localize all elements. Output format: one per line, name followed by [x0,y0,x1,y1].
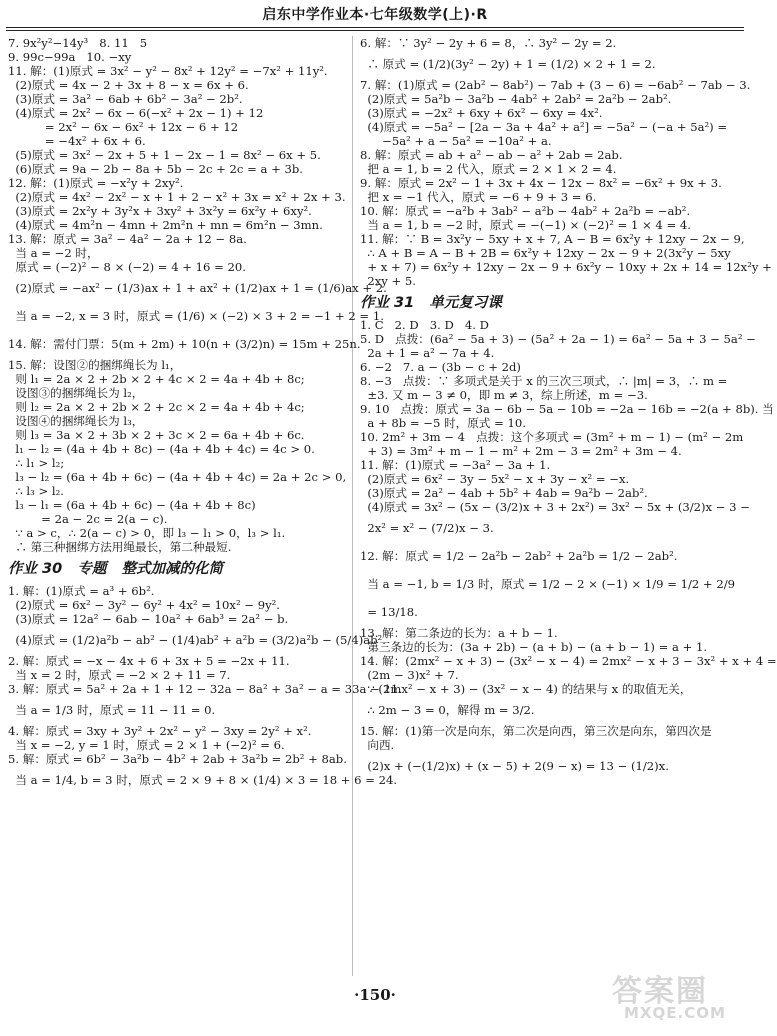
answer-line: 9. 10 点拨：原式 = 3a − 6b − 5a − 10b = −2a − 16b = −2(a + 8b). 当 [360,402,774,416]
answer-line: (3)原式 = 2a² − 4ab + 5b² + 4ab = 9a²b − 2ab². [360,486,648,500]
answer-line: (2)原式 = −ax² − (1/3)ax + 1 + ax² + (1/2)ax + 1 = (1/6)ax + 2. [8,281,387,295]
answer-line: 则 l₃ = 3a × 2 + 3b × 2 + 3c × 2 = 6a + 4b + 6c. [8,428,305,442]
answer-line: 2a + 1 = a² − 7a + 4. [360,346,495,360]
answer-line: (3)原式 = 12a² − 6ab − 10a² + 6ab³ = 2a² − b. [8,612,289,626]
answer-line: = 13/18. [360,605,418,619]
answer-line: 5. D 点拨：(6a² − 5a + 3) − (5a² + 2a − 1) = 6a² − 5a + 3 − 5a² − [360,332,756,346]
answer-line: 15. 解：设图②的捆绑绳长为 l₁， [8,358,182,372]
answer-line: (2)x + (−(1/2)x) + (x − 5) + 2(9 − x) = 13 − (1/2)x. [360,759,669,773]
answer-line: 3. 解：原式 = 5a² + 2a + 1 + 12 − 32a − 8a² + 3a² − a = 33a − 11. [8,682,402,696]
answer-line: ∵ a > c，∴ 2(a − c) > 0，即 l₃ − l₁ > 0，l₃ > l₁. [8,526,286,540]
answer-line: (4)原式 = 2x² − 6x − 6(−x² + 2x − 1) + 12 [8,106,264,120]
answer-line: (4)原式 = 3x² − (5x − (3/2)x + 3 + 2x²) = 3x² − 5x + (3/2)x − 3 − [360,500,750,514]
answer-line: (4)原式 = −5a² − [2a − 3a + 4a² + a²] = −5a² − (−a + 5a²) = [360,120,728,134]
answer-line: 5. 解：原式 = 6b² − 3a²b − 4b² + 2ab + 3a²b = 2b² + 8ab. [8,752,347,766]
answer-line: = −4x² + 6x + 6. [8,134,146,148]
answer-line: + 3) = 3m² + m − 1 − m² + 2m − 3 = 2m² + 3m − 4. [360,444,682,458]
section-heading: 作业 30 专题 整式加减的化简 [8,561,224,577]
answer-line: 当 a = 1/4, b = 3 时，原式 = 2 × 9 + 8 × (1/4) × 3 = 18 + 6 = 24. [8,773,398,787]
answer-line: 10. 解：原式 = −a²b + 3ab² − a²b − 4ab² + 2a²b = −ab². [360,204,691,218]
answer-line: 12. 解：(1)原式 = −x²y + 2xy². [8,176,184,190]
watermark-url-mark: MXQE.COM [624,1004,726,1022]
answer-line: 4. 解：原式 = 3xy + 3y² + 2x² − y² − 3xy = 2y² + x². [8,724,312,738]
answer-line: ∴ A + B = A − B + 2B = 6x²y + 12xy − 2x − 9 + 2(3x²y − 5xy [360,246,731,260]
header-rule-thin [6,30,744,31]
answer-line: 当 a = −1, b = 1/3 时，原式 = 1/2 − 2 × (−1) × 1/9 = 1/2 + 2/9 [360,577,735,591]
answer-line: = 2a − 2c = 2(a − c). [8,512,168,526]
header-rule [6,27,744,28]
answer-line: (2)原式 = 6x² − 3y − 5x² − x + 3y − x² = −x. [360,472,630,486]
answer-line: = 2x² − 6x − 6x² + 12x − 6 + 12 [8,120,239,134]
answer-line: a + 8b = −5 时，原式 = 10. [360,416,526,430]
answer-line: (6)原式 = 9a − 2b − 8a + 5b − 2c + 2c = a + 3b. [8,162,303,176]
answer-line: ∴ 2m − 3 = 0，解得 m = 3/2. [360,703,535,717]
watermark-logo [612,966,740,1026]
answer-line: 13. 解：原式 = 3a² − 4a² − 2a + 12 − 8a. [8,232,247,246]
answer-line: 当 x = −2, y = 1 时，原式 = 2 × 1 + (−2)² = 6. [8,738,285,752]
answer-line: 当 x = 2 时，原式 = −2 × 2 + 11 = 7. [8,668,231,682]
answer-line: 设图③的捆绑绳长为 l₂， [8,386,144,400]
answer-line: 当 a = 1/3 时，原式 = 11 − 11 = 0. [8,703,216,717]
answer-line: + x + 7) = 6x²y + 12xy − 2x − 9 + 6x²y − 10xy + 2x + 14 = 12x²y + [360,260,772,274]
answer-line: 2. 解：原式 = −x − 4x + 6 + 3x + 5 = −2x + 11. [8,654,290,668]
answer-line: ±3. 又 m − 3 ≠ 0，即 m ≠ 3，综上所述，m = −3. [360,388,648,402]
answer-line: ∴ 原式 = (1/2)(3y² − 2y) + 1 = (1/2) × 2 + 1 = 2. [360,57,656,71]
answer-line: 7. 解：(1)原式 = (2ab² − 8ab²) − 7ab + (3 − 6) = −6ab² − 7ab − 3. [360,78,751,92]
answer-line: (3)原式 = 2x²y + 3y²x + 3xy² + 3x²y = 6x²y + 6xy². [8,204,312,218]
answer-line: 11. 解：(1)原式 = 3x² − y² − 8x² + 12y² = −7x² + 11y². [8,64,328,78]
answer-line: 则 l₁ = 2a × 2 + 2b × 2 + 4c × 2 = 4a + 4b + 8c; [8,372,305,386]
answer-line: 14. 解：(2mx² − x + 3) − (3x² − x − 4) = 2mx² − x + 3 − 3x² + x + 4 = [360,654,777,668]
answer-line: (3)原式 = −2x² + 6xy + 6x² − 6xy = 4x². [360,106,603,120]
answer-line: 13. 解：第二条边的长为：a + b − 1. [360,626,558,640]
answer-line: 6. 解：∵ 3y² − 2y + 6 = 8，∴ 3y² − 2y = 2. [360,36,617,50]
answer-line: 原式 = (−2)² − 8 × (−2) = 4 + 16 = 20. [8,260,246,274]
answer-line: 12. 解：原式 = 1/2 − 2a²b − 2ab² + 2a²b = 1/2 − 2ab². [360,549,678,563]
answer-line: 8. −3 点拨：∵ 多项式是关于 x 的三次三项式，∴ |m| = 3，∴ m = [360,374,728,388]
answer-line: (4)原式 = 4m²n − 4mn + 2m²n + mn = 6m²n − 3mn. [8,218,323,232]
answer-line: ∴ l₁ > l₂; [8,456,65,470]
answer-line: 10. 2m² + 3m − 4 点拨：这个多项式 = (3m² + m − 1) − (m² − 2m [360,430,744,444]
answer-line: −5a² + a − 5a² = −10a² + a. [360,134,552,148]
answer-line: (5)原式 = 3x² − 2x + 5 + 1 − 2x − 1 = 8x² − 6x + 5. [8,148,321,162]
answer-line: 把 a = 1, b = 2 代入，原式 = 2 × 1 × 2 = 4. [360,162,617,176]
answer-line: ∵ (2mx² − x + 3) − (3x² − x − 4) 的结果与 x 的取值无关， [360,682,692,696]
answer-line: (2)原式 = 4x − 2 + 3x + 8 − x = 6x + 6. [8,78,249,92]
answer-line: (3)原式 = 3a² − 6ab + 6b² − 3a² − 2b². [8,92,243,106]
answer-line: ∴ 第三种捆绑方法用绳最长，第二种最短. [8,540,232,554]
answer-line: 6. −2 7. a − (3b − c + 2d) [360,360,521,374]
answer-line: l₃ − l₁ = (6a + 4b + 6c) − (4a + 4b + 8c) [8,498,256,512]
answer-line: 1. C 2. D 3. D 4. D [360,318,489,332]
answer-line: (2)原式 = 6x² − 3y² − 6y² + 4x² = 10x² − 9y². [8,598,280,612]
answer-line: 第三条边的长为：(3a + 2b) − (a + b) − (a + b − 1) = a + 1. [360,640,708,654]
answer-line: 1. 解：(1)原式 = a³ + 6b². [8,584,155,598]
column-divider [352,36,353,976]
answer-line: 2xy + 5. [360,274,416,288]
answer-line: (2)原式 = 5a²b − 3a²b − 4ab² + 2ab² = 2a²b − 2ab². [360,92,672,106]
answer-line: 11. 解：(1)原式 = −3a² − 3a + 1. [360,458,551,472]
answer-line: 9. 99c−99a 10. −xy [8,50,132,64]
watermark-logo-mark: 答案圈 [612,974,708,1009]
answer-line: 11. 解：∵ B = 3x²y − 5xy + x + 7, A − B = 6x²y + 12xy − 2x − 9, [360,232,745,246]
answer-line: 9. 解：原式 = 2x² − 1 + 3x + 4x − 12x − 8x² = −6x² + 9x + 3. [360,176,722,190]
page-header-title: 启东中学作业本·七年级数学(上)·R [262,7,488,23]
answer-line: (2)原式 = 4x² − 2x² − x + 1 + 2 − x² + 3x = x² + 2x + 3. [8,190,346,204]
answer-line: 向西. [360,738,395,752]
answer-line: ∴ l₃ > l₂. [8,484,64,498]
answer-line: 设图④的捆绑绳长为 l₃， [8,414,144,428]
answer-line: 则 l₂ = 2a × 2 + 2b × 2 + 2c × 2 = 4a + 4b + 4c; [8,400,305,414]
answer-line: 7. 9x²y²−14y³ 8. 11 5 [8,36,148,50]
answer-line: (2m − 3)x² + 7. [360,668,459,682]
answer-line: l₁ − l₂ = (4a + 4b + 8c) − (4a + 4b + 4c) = 4c > 0. [8,442,315,456]
section-heading: 作业 31 单元复习课 [360,295,502,311]
answer-line: 当 a = −2, x = 3 时，原式 = (1/6) × (−2) × 3 + 2 = −1 + 2 = 1. [8,309,384,323]
answer-line: 15. 解：(1)第一次是向东，第二次是向西，第三次是向东，第四次是 [360,724,712,738]
page-number: ·150· [354,986,396,1004]
answer-line: 当 a = −2 时， [8,246,99,260]
answer-line: 8. 解：原式 = ab + a² − ab − a² + 2ab = 2ab. [360,148,623,162]
answer-line: 把 x = −1 代入，原式 = −6 + 9 + 3 = 6. [360,190,597,204]
answer-line: l₃ − l₂ = (6a + 4b + 6c) − (4a + 4b + 4c) = 2a + 2c > 0, [8,470,347,484]
answer-line: (4)原式 = (1/2)a²b − ab² − (1/4)ab² + a²b = (3/2)a²b − (5/4)ab². [8,633,386,647]
answer-line: 14. 解：需付门票：5(m + 2m) + 10(n + (3/2)n) = 15m + 25n. [8,337,361,351]
answer-line: 2x² = x² − (7/2)x − 3. [360,521,494,535]
right-column [360,36,777,780]
answer-line: 当 a = 1, b = −2 时，原式 = −(−1) × (−2)² = 1 × 4 = 4. [360,218,691,232]
